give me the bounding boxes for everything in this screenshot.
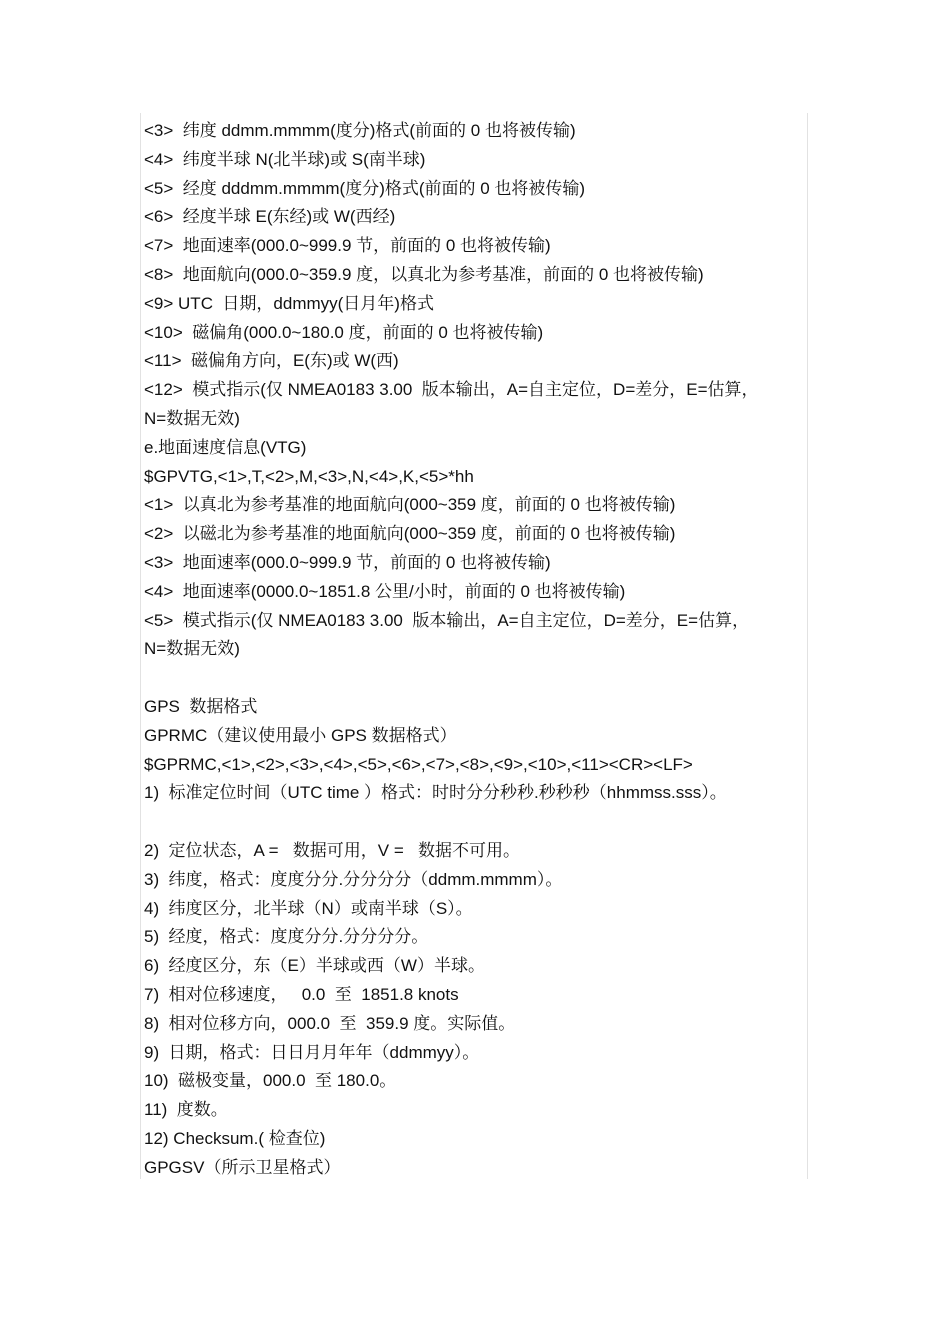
text-line: <4> 地面速率(0000.0~1851.8 公里/小时，前面的 0 也将被传输) — [144, 581, 626, 601]
text-line: <10> 磁偏角(000.0~180.0 度，前面的 0 也将被传输) — [144, 322, 544, 342]
text-line: 8) 相对位移方向，000.0 至 359.9 度。实际值。 — [144, 1013, 516, 1033]
text-line: <9> UTC 日期，ddmmyy(日月年)格式 — [144, 293, 434, 313]
section-heading: GPGSV（所示卫星格式） — [144, 1157, 341, 1177]
text-line: N=数据无效) — [144, 408, 240, 428]
text-line: <8> 地面航向(000.0~359.9 度，以真北为参考基准，前面的 0 也将被传输) — [144, 264, 704, 284]
text-line: 10) 磁极变量，000.0 至 180.0。 — [144, 1071, 397, 1091]
text-line: <5> 经度 dddmm.mmmm(度分)格式(前面的 0 也将被传输) — [144, 178, 586, 198]
text-line: <3> 纬度 ddmm.mmmm(度分)格式(前面的 0 也将被传输) — [144, 121, 576, 140]
text-line: <4> 纬度半球 N(北半球)或 S(南半球) — [144, 149, 426, 169]
text-line: 11) 度数。 — [144, 1100, 228, 1120]
text-line: 9) 日期，格式：日日月月年年（ddmmyy）。 — [144, 1042, 480, 1062]
text-line: <5> 模式指示(仅 NMEA0183 3.00 版本输出，A=自主定位，D=差分，E=估算， — [144, 610, 750, 630]
text-line: <3> 地面速率(000.0~999.9 节，前面的 0 也将被传输) — [144, 552, 551, 572]
text-line: <7> 地面速率(000.0~999.9 节，前面的 0 也将被传输) — [144, 236, 551, 256]
text-line: <2> 以磁北为参考基准的地面航向(000~359 度，前面的 0 也将被传输) — [144, 524, 676, 544]
text-line: 4) 纬度区分，北半球（N）或南半球（S）。 — [144, 898, 473, 918]
text-line: 6) 经度区分，东（E）半球或西（W）半球。 — [144, 956, 485, 976]
section-heading: GPS 数据格式 — [144, 696, 258, 716]
sentence-format: $GPRMC,<1>,<2>,<3>,<4>,<5>,<6>,<7>,<8>,<9>,<10>,<11><CR><LF> — [144, 754, 693, 774]
document-body — [144, 117, 812, 1182]
text-line: 7) 相对位移速度， 0.0 至 1851.8 knots — [144, 984, 459, 1004]
text-line: <12> 模式指示(仅 NMEA0183 3.00 版本输出，A=自主定位，D=差分，E=估算， — [144, 380, 759, 400]
text-line: GPRMC（建议使用最小 GPS 数据格式） — [144, 725, 457, 745]
section-heading: e.地面速度信息(VTG) — [144, 437, 307, 457]
text-line: 5) 经度，格式：度度分分.分分分分。 — [144, 927, 429, 947]
text-line: N=数据无效) — [144, 639, 240, 659]
text-line: <6> 经度半球 E(东经)或 W(西经) — [144, 207, 396, 227]
blank-line — [144, 808, 812, 837]
text-line: <11> 磁偏角方向，E(东)或 W(西) — [144, 351, 399, 371]
text-line: 2) 定位状态，A = 数据可用，V = 数据不可用。 — [144, 840, 520, 860]
text-line: 3) 纬度，格式：度度分分.分分分分（ddmm.mmmm）。 — [144, 869, 563, 889]
text-line: 12) Checksum.( 检查位) — [144, 1128, 326, 1148]
text-line: <1> 以真北为参考基准的地面航向(000~359 度，前面的 0 也将被传输) — [144, 495, 676, 515]
blank-line — [144, 664, 812, 693]
sentence-format: $GPVTG,<1>,T,<2>,M,<3>,N,<4>,K,<5>*hh — [144, 466, 474, 486]
text-line: 1) 标准定位时间（UTC time ）格式：时时分分秒秒.秒秒秒（hhmmss.sss）。 — [144, 783, 727, 803]
